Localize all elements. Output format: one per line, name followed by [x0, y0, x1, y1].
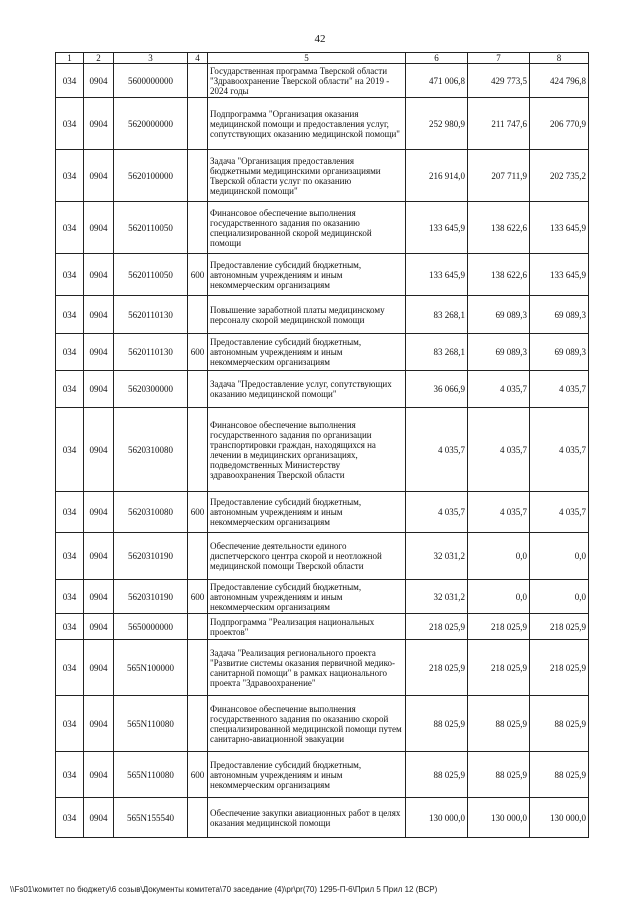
- code-target-article: 5620000000: [114, 98, 188, 150]
- column-header-7: 7: [468, 53, 530, 64]
- code-expense-type: [188, 408, 208, 492]
- code-section: 0904: [84, 640, 114, 696]
- amount-col7: 138 622,6: [468, 202, 530, 254]
- amount-col8: 130 000,0: [530, 798, 589, 838]
- table-row: [56, 533, 589, 580]
- amount-col8: 88 025,9: [530, 752, 589, 798]
- code-expense-type: [188, 296, 208, 334]
- code-target-article: 565N110080: [114, 696, 188, 752]
- amount-col7: 0,0: [468, 533, 530, 580]
- amount-col6: 88 025,9: [406, 696, 468, 752]
- code-expense-type: [188, 614, 208, 640]
- code-section: 0904: [84, 580, 114, 614]
- code-target-article: 5650000000: [114, 614, 188, 640]
- code-section: 0904: [84, 371, 114, 408]
- code-expense-type: [188, 798, 208, 838]
- code-section: 0904: [84, 408, 114, 492]
- code-section: 0904: [84, 98, 114, 150]
- amount-col6: 471 006,8: [406, 64, 468, 98]
- code-section: 0904: [84, 798, 114, 838]
- item-name: Подпрограмма "Организация оказания медицинской помощи и предоставления услуг, сопутствующих оказанию медицинской помощи": [208, 98, 406, 150]
- budget-table: [55, 52, 589, 838]
- amount-col8: 4 035,7: [530, 492, 589, 533]
- table-row: [56, 334, 589, 371]
- amount-col7: 207 711,9: [468, 150, 530, 202]
- code-gov: 034: [56, 752, 84, 798]
- table-row: [56, 150, 589, 202]
- table-row: [56, 408, 589, 492]
- code-target-article: 5600000000: [114, 64, 188, 98]
- code-gov: 034: [56, 533, 84, 580]
- code-expense-type: 600: [188, 752, 208, 798]
- code-expense-type: [188, 533, 208, 580]
- code-gov: 034: [56, 296, 84, 334]
- code-section: 0904: [84, 64, 114, 98]
- page-number: 42: [314, 33, 326, 45]
- amount-col7: 130 000,0: [468, 798, 530, 838]
- amount-col7: 0,0: [468, 580, 530, 614]
- code-gov: 034: [56, 614, 84, 640]
- amount-col8: 0,0: [530, 580, 589, 614]
- column-header-6: 6: [406, 53, 468, 64]
- column-header-8: 8: [530, 53, 589, 64]
- item-name: Обеспечение деятельности единого диспетчерского центра скорой и неотложной медицинской помощи Тверской области: [208, 533, 406, 580]
- code-section: 0904: [84, 296, 114, 334]
- code-expense-type: [188, 150, 208, 202]
- code-expense-type: [188, 696, 208, 752]
- code-gov: 034: [56, 798, 84, 838]
- amount-col8: 133 645,9: [530, 254, 589, 296]
- amount-col6: 83 268,1: [406, 296, 468, 334]
- code-expense-type: 600: [188, 492, 208, 533]
- code-expense-type: 600: [188, 254, 208, 296]
- code-gov: 034: [56, 371, 84, 408]
- amount-col7: 218 025,9: [468, 614, 530, 640]
- code-target-article: 5620310080: [114, 492, 188, 533]
- amount-col6: 32 031,2: [406, 533, 468, 580]
- code-target-article: 5620110050: [114, 254, 188, 296]
- amount-col6: 218 025,9: [406, 640, 468, 696]
- amount-col6: 252 980,9: [406, 98, 468, 150]
- code-target-article: 565N155540: [114, 798, 188, 838]
- amount-col7: 4 035,7: [468, 492, 530, 533]
- column-header-2: 2: [84, 53, 114, 64]
- amount-col6: 216 914,0: [406, 150, 468, 202]
- item-name: Подпрограмма "Реализация национальных проектов": [208, 614, 406, 640]
- item-name: Предоставление субсидий бюджетным, автономным учреждениям и иным некоммерческим организациям: [208, 334, 406, 371]
- amount-col6: 83 268,1: [406, 334, 468, 371]
- amount-col7: 4 035,7: [468, 408, 530, 492]
- amount-col7: 88 025,9: [468, 752, 530, 798]
- table-row: [56, 798, 589, 838]
- code-gov: 034: [56, 64, 84, 98]
- item-name: Задача "Предоставление услуг, сопутствующих оказанию медицинской помощи": [208, 371, 406, 408]
- item-name: Государственная программа Тверской области "Здравоохранение Тверской области" на 2019 - 2024 годы: [208, 64, 406, 98]
- item-name: Предоставление субсидий бюджетным, автономным учреждениям и иным некоммерческим организациям: [208, 580, 406, 614]
- code-target-article: 5620310190: [114, 580, 188, 614]
- code-gov: 034: [56, 202, 84, 254]
- amount-col8: 218 025,9: [530, 640, 589, 696]
- code-gov: 034: [56, 492, 84, 533]
- table-row: [56, 640, 589, 696]
- code-section: 0904: [84, 533, 114, 580]
- amount-col8: 133 645,9: [530, 202, 589, 254]
- amount-col8: 0,0: [530, 533, 589, 580]
- table-row: [56, 64, 589, 98]
- amount-col7: 211 747,6: [468, 98, 530, 150]
- table-row: [56, 580, 589, 614]
- amount-col6: 218 025,9: [406, 614, 468, 640]
- item-name: Финансовое обеспечение выполнения государственного задания по оказанию скорой специализированной медицинской помощи путем санитарно-авиационной эвакуации: [208, 696, 406, 752]
- table-row: [56, 202, 589, 254]
- table-row: [56, 492, 589, 533]
- header-row: [56, 53, 589, 64]
- item-name: Предоставление субсидий бюджетным, автономным учреждениям и иным некоммерческим организациям: [208, 254, 406, 296]
- amount-col8: 424 796,8: [530, 64, 589, 98]
- item-name: Задача "Реализация регионального проекта "Развитие системы оказания первичной медико-санитарной помощи" в рамках национального проекта "Здравоохранение": [208, 640, 406, 696]
- amount-col7: 218 025,9: [468, 640, 530, 696]
- column-header-1: 1: [56, 53, 84, 64]
- code-target-article: 5620110130: [114, 296, 188, 334]
- file-path-footer: \\Fs01\комитет по бюджету\6 созыв\Документы комитета\70 заседание (4)\pr\pr(70) 1295-П-6\Прил 5 Прил 12 (ВСР): [10, 885, 438, 894]
- amount-col7: 88 025,9: [468, 696, 530, 752]
- amount-col6: 4 035,7: [406, 492, 468, 533]
- amount-col7: 69 089,3: [468, 296, 530, 334]
- code-section: 0904: [84, 614, 114, 640]
- code-section: 0904: [84, 202, 114, 254]
- item-name: Предоставление субсидий бюджетным, автономным учреждениям и иным некоммерческим организациям: [208, 752, 406, 798]
- code-gov: 034: [56, 580, 84, 614]
- table-row: [56, 98, 589, 150]
- column-header-3: 3: [114, 53, 188, 64]
- amount-col6: 36 066,9: [406, 371, 468, 408]
- code-target-article: 565N100000: [114, 640, 188, 696]
- code-section: 0904: [84, 150, 114, 202]
- amount-col6: 133 645,9: [406, 254, 468, 296]
- amount-col6: 130 000,0: [406, 798, 468, 838]
- item-name: Финансовое обеспечение выполнения государственного задания по организации транспортировки граждан, находящихся на лечении в медицинских организациях, подведомственных Министерству здравоохранения Тверской области: [208, 408, 406, 492]
- table-row: [56, 696, 589, 752]
- amount-col6: 32 031,2: [406, 580, 468, 614]
- code-expense-type: [188, 371, 208, 408]
- amount-col8: 88 025,9: [530, 696, 589, 752]
- code-section: 0904: [84, 492, 114, 533]
- item-name: Повышение заработной платы медицинскому персоналу скорой медицинской помощи: [208, 296, 406, 334]
- code-expense-type: 600: [188, 334, 208, 371]
- amount-col8: 69 089,3: [530, 296, 589, 334]
- table-row: [56, 296, 589, 334]
- code-gov: 034: [56, 334, 84, 371]
- code-target-article: 5620310080: [114, 408, 188, 492]
- code-expense-type: 600: [188, 580, 208, 614]
- amount-col6: 4 035,7: [406, 408, 468, 492]
- code-gov: 034: [56, 254, 84, 296]
- item-name: Финансовое обеспечение выполнения государственного задания по оказанию специализированной скорой медицинской помощи: [208, 202, 406, 254]
- code-gov: 034: [56, 150, 84, 202]
- amount-col6: 133 645,9: [406, 202, 468, 254]
- code-gov: 034: [56, 98, 84, 150]
- amount-col7: 138 622,6: [468, 254, 530, 296]
- code-target-article: 565N110080: [114, 752, 188, 798]
- code-gov: 034: [56, 696, 84, 752]
- table-row: [56, 752, 589, 798]
- table-row: [56, 614, 589, 640]
- amount-col7: 69 089,3: [468, 334, 530, 371]
- amount-col6: 88 025,9: [406, 752, 468, 798]
- item-name: Задача "Организация предоставления бюджетными медицинскими организациями Тверской области услуг по оказанию медицинской помощи": [208, 150, 406, 202]
- column-header-5: 5: [208, 53, 406, 64]
- column-header-4: 4: [188, 53, 208, 64]
- code-target-article: 5620310190: [114, 533, 188, 580]
- amount-col8: 4 035,7: [530, 371, 589, 408]
- amount-col7: 4 035,7: [468, 371, 530, 408]
- code-section: 0904: [84, 334, 114, 371]
- amount-col8: 202 735,2: [530, 150, 589, 202]
- code-section: 0904: [84, 254, 114, 296]
- code-gov: 034: [56, 408, 84, 492]
- amount-col8: 218 025,9: [530, 614, 589, 640]
- code-target-article: 5620110050: [114, 202, 188, 254]
- code-expense-type: [188, 202, 208, 254]
- item-name: Предоставление субсидий бюджетным, автономным учреждениям и иным некоммерческим организациям: [208, 492, 406, 533]
- table-row: [56, 371, 589, 408]
- code-target-article: 5620110130: [114, 334, 188, 371]
- code-section: 0904: [84, 752, 114, 798]
- amount-col8: 69 089,3: [530, 334, 589, 371]
- code-expense-type: [188, 64, 208, 98]
- amount-col7: 429 773,5: [468, 64, 530, 98]
- code-target-article: 5620100000: [114, 150, 188, 202]
- table-row: [56, 254, 589, 296]
- code-gov: 034: [56, 640, 84, 696]
- code-expense-type: [188, 640, 208, 696]
- item-name: Обеспечение закупки авиационных работ в целях оказания медицинской помощи: [208, 798, 406, 838]
- code-target-article: 5620300000: [114, 371, 188, 408]
- amount-col8: 4 035,7: [530, 408, 589, 492]
- code-section: 0904: [84, 696, 114, 752]
- amount-col8: 206 770,9: [530, 98, 589, 150]
- code-expense-type: [188, 98, 208, 150]
